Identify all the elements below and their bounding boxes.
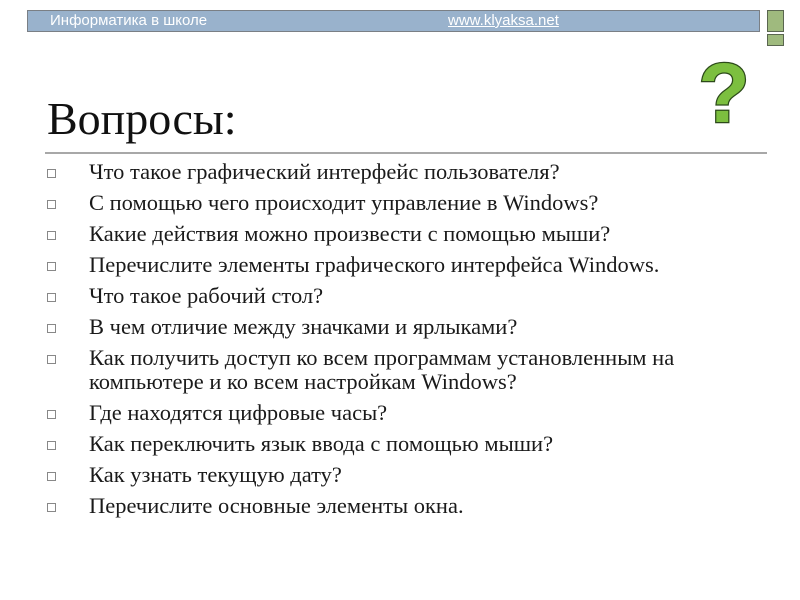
- slide-title: Вопросы:: [47, 93, 237, 144]
- header-corner-decoration-top: [767, 10, 784, 32]
- header-site-link[interactable]: www.klyaksa.net: [448, 12, 559, 29]
- question-text: В чем отличие между значками и ярлыками?: [89, 314, 518, 339]
- square-bullet-icon: [47, 200, 56, 209]
- header-bar: [27, 10, 760, 32]
- question-text: Перечислите основные элементы окна.: [89, 493, 464, 518]
- question-item: [47, 432, 777, 456]
- square-bullet-icon: [47, 441, 56, 450]
- square-bullet-icon: [47, 231, 56, 240]
- question-list: [47, 160, 777, 525]
- question-item: [47, 284, 777, 308]
- square-bullet-icon: [47, 324, 56, 333]
- title-divider: [45, 152, 767, 154]
- square-bullet-icon: [47, 262, 56, 271]
- square-bullet-icon: [47, 355, 56, 364]
- question-text: Какие действия можно произвести с помощью мыши?: [89, 221, 611, 246]
- question-item: [47, 494, 777, 518]
- square-bullet-icon: [47, 472, 56, 481]
- square-bullet-icon: [47, 293, 56, 302]
- question-mark-icon: [694, 52, 754, 132]
- question-item: [47, 346, 777, 394]
- question-item: [47, 315, 777, 339]
- header-site-title: Информатика в школе: [50, 12, 208, 29]
- question-text: Что такое графический интерфейс пользователя?: [89, 159, 560, 184]
- question-text: Где находятся цифровые часы?: [89, 400, 388, 425]
- question-mark-glyph: ?: [698, 52, 750, 132]
- question-item: [47, 401, 777, 425]
- question-text: Как получить доступ ко всем программам установленным на компьютере и ко всем настройкам Windows?: [89, 345, 675, 394]
- question-item: [47, 160, 777, 184]
- question-item: [47, 253, 777, 277]
- square-bullet-icon: [47, 169, 56, 178]
- question-item: [47, 222, 777, 246]
- question-text: С помощью чего происходит управление в Windows?: [89, 190, 599, 215]
- header-corner-decoration-bottom: [767, 34, 784, 46]
- square-bullet-icon: [47, 410, 56, 419]
- question-text: Перечислите элементы графического интерфейса Windows.: [89, 252, 660, 277]
- question-item: [47, 463, 777, 487]
- question-text: Как переключить язык ввода с помощью мыши?: [89, 431, 554, 456]
- question-item: [47, 191, 777, 215]
- question-text: Как узнать текущую дату?: [89, 462, 342, 487]
- question-text: Что такое рабочий стол?: [89, 283, 324, 308]
- square-bullet-icon: [47, 503, 56, 512]
